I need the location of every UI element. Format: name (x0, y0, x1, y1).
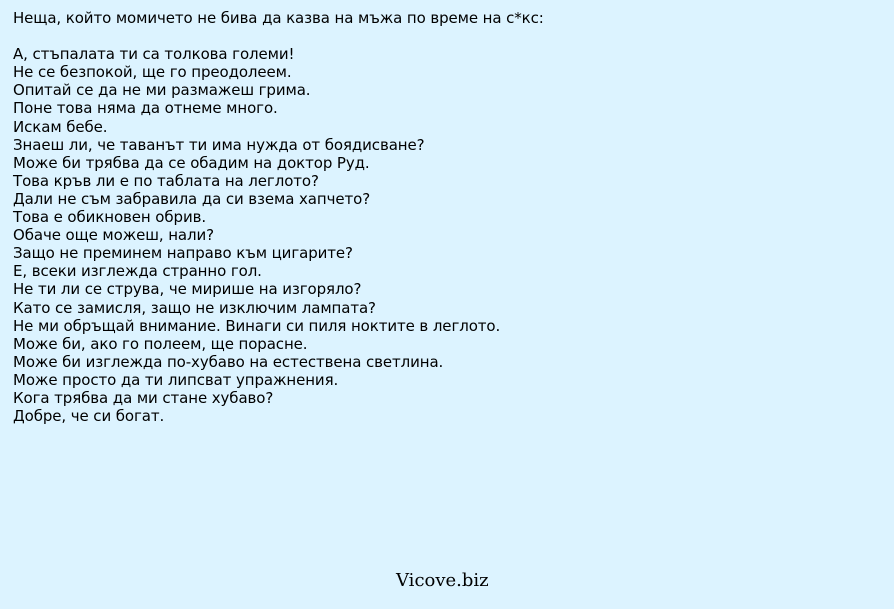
joke-line: Кога трябва да ми стане хубаво? (13, 388, 274, 407)
joke-line: Искам бебе. (13, 117, 108, 136)
joke-line: Това е обикновен обрив. (13, 208, 207, 227)
joke-text-block (13, 9, 573, 425)
joke-line: А, стъпалата ти са толкова големи! (13, 45, 295, 64)
blank-line (13, 27, 573, 45)
joke-line: Е, всеки изглежда странно гол. (13, 262, 262, 281)
joke-line: Като се замисля, защо не изключим лампата? (13, 298, 376, 317)
joke-line: Може би изглежда по-хубаво на естествена светлина. (13, 352, 444, 371)
joke-line: Дали не съм забравила да си взема хапчето? (13, 189, 371, 208)
joke-line: Може просто да ти липсват упражнения. (13, 370, 339, 389)
joke-line: Опитай се да не ми размажеш грима. (13, 81, 311, 100)
joke-line: Не ти ли се струва, че мирише на изгоряло? (13, 280, 362, 299)
joke-line: Не ми обръщай внимание. Винаги си пиля ноктите в леглото. (13, 316, 501, 335)
joke-line: Може би, ако го полеем, ще порасне. (13, 334, 308, 353)
joke-line: Това кръв ли е по таблата на леглото? (13, 171, 319, 190)
joke-line: Поне това няма да отнеме много. (13, 99, 278, 118)
joke-line: Обаче още можеш, нали? (13, 226, 215, 245)
joke-line: Защо не преминем направо към цигарите? (13, 244, 353, 263)
joke-line: Може би трябва да се обадим на доктор Руд. (13, 153, 370, 172)
joke-line: Добре, че си богат. (13, 407, 165, 426)
site-watermark: Vicove.biz (396, 570, 489, 591)
joke-title: Неща, който момичето не бива да казва на мъжа по време на с*кс: (13, 9, 544, 27)
joke-lines-list (13, 45, 573, 425)
joke-line: Знаеш ли, че таванът ти има нужда от боядисване? (13, 135, 425, 154)
joke-line: Не се безпокой, ще го преодолеем. (13, 63, 292, 82)
